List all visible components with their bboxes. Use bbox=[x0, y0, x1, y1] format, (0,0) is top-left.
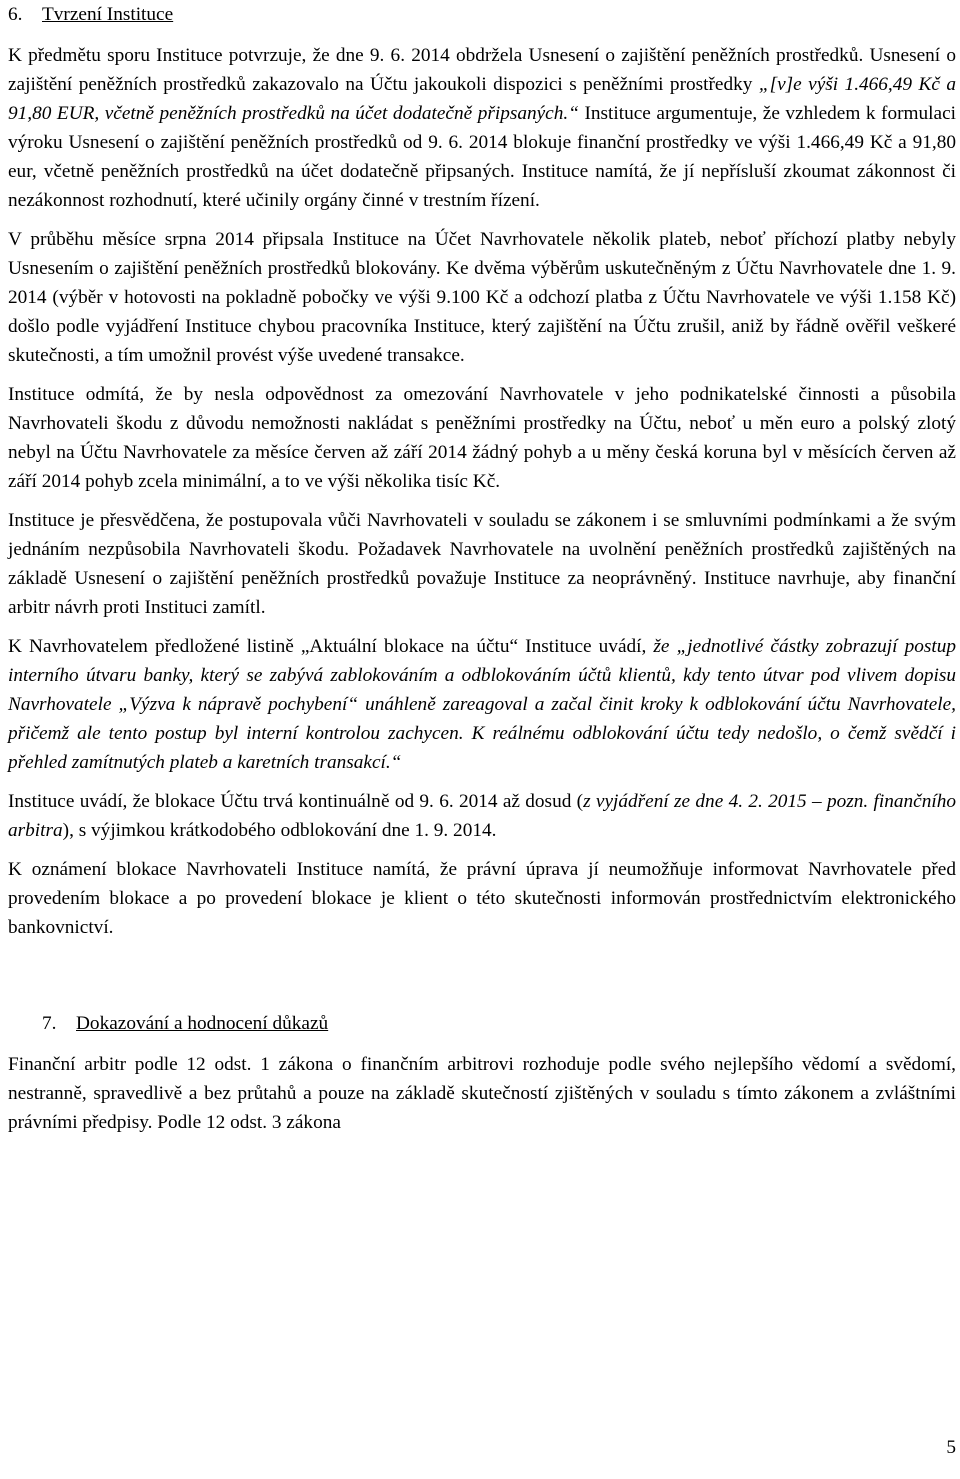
paragraph-text: K Navrhovatelem předložené listině „Aktuální blokace na účtu“ Instituce uvádí, bbox=[8, 636, 654, 657]
paragraph: K oznámení blokace Navrhovateli Instituce namítá, že právní úprava jí neumožňuje informovat Navrhovatele před provedením blokace a po provedení blokace je klient o této skutečnosti informován prostřednictvím elektronického bankovnictví. bbox=[8, 859, 956, 938]
section-heading-7 bbox=[8, 1009, 956, 1038]
paragraph: Finanční arbitr podle 12 odst. 1 zákona o finančním arbitrovi rozhoduje podle svého nejlepšího vědomí a svědomí, nestranně, spravedlivě a bez průtahů a pouze na základě skutečností zjištěných v souladu s tímto zákonem a zvláštními právními předpisy. Podle 12 odst. 3 zákona bbox=[8, 1054, 956, 1133]
document-page bbox=[8, 0, 956, 1147]
section-number: 6. bbox=[8, 4, 23, 25]
spacer bbox=[8, 952, 956, 1009]
paragraph-text: Instituce uvádí, že blokace Účtu trvá kontinuálně od 9. 6. 2014 až dosud ( bbox=[8, 791, 584, 812]
page-number: 5 bbox=[946, 1437, 956, 1458]
paragraph bbox=[8, 787, 956, 845]
paragraph bbox=[8, 41, 956, 215]
paragraph-text: ), s výjimkou krátkodobého odblokování dne 1. 9. 2014. bbox=[62, 820, 497, 841]
quoted-text: že „jednotlivé částky zobrazují postup interního útvaru banky, který se zabývá zablokováním a odblokováním účtů klientů, kdy tento útvar pod vlivem dopisu Navrhovatele „Výzva k nápravě pochybení“ unáhleně zareagoval a začal činit kroky k odblokování účtu Navrhovatele, přičemž ale tento postup byl interní kontrolou zachycen. K reálnému odblokování účtu tedy nedošlo, o čemž svědčí i přehled zamítnutých plateb a karetních transakcí.“ bbox=[8, 636, 956, 773]
paragraph: Instituce je přesvědčena, že postupovala vůči Navrhovateli v souladu se zákonem i se smluvními podmínkami a že svým jednáním nezpůsobila Navrhovateli škodu. Požadavek Navrhovatele na uvolnění peněžních prostředků zajištěných na základě Usnesení o zajištění peněžních prostředků považuje Instituce za neoprávněný. Instituce navrhuje, aby finanční arbitr návrh proti Instituci zamítl. bbox=[8, 510, 956, 618]
section-heading-6 bbox=[8, 0, 956, 29]
section-title: Tvrzení Instituce bbox=[42, 4, 174, 25]
quoted-text: „[v]e výši 1.466,49 Kč a 91,80 EUR, včetně peněžních prostředků na účet dodatečně připsaných.“ bbox=[8, 74, 956, 124]
editor-note: z vyjádření ze dne 4. 2. 2015 – pozn. finančního arbitra bbox=[8, 791, 956, 841]
paragraph-text: K předmětu sporu Instituce potvrzuje, že dne 9. 6. 2014 obdržela Usnesení o zajištění peněžních prostředků. Usnesení o zajištění peněžních prostředků zakazovalo na Účtu jakoukoli dispozici s peněžními prostředky bbox=[8, 45, 956, 95]
section-number: 7. bbox=[42, 1013, 57, 1034]
paragraph-text: Instituce argumentuje, že vzhledem k formulaci výroku Usnesení o zajištění peněžních prostředků od 9. 6. 2014 blokuje finanční prostředky ve výši 1.466,49 Kč a 91,80 eur, včetně peněžních prostředků na účet dodatečně připsaných. Instituce namítá, že jí nepřísluší zkoumat zákonnost či nezákonnost rozhodnutí, které učinily orgány činné v trestním řízení. bbox=[8, 103, 957, 211]
paragraph bbox=[8, 632, 956, 777]
paragraph: V průběhu měsíce srpna 2014 připsala Instituce na Účet Navrhovatele několik plateb, neboť příchozí platby nebyly Usnesením o zajištění peněžních prostředků blokovány. Ke dvěma výběrům uskutečněným z Účtu Navrhovatele dne 1. 9. 2014 (výběr v hotovosti na pokladně pobočky ve výši 9.100 Kč a odchozí platba z Účtu Navrhovatele ve výši 1.158 Kč) došlo podle vyjádření Instituce chybou pracovníka Instituce, který zajištění na Účtu zrušil, aniž by řádně ověřil veškeré skutečnosti, a tím umožnil provést výše uvedené transakce. bbox=[8, 229, 956, 366]
section-title: Dokazování a hodnocení důkazů bbox=[76, 1013, 329, 1034]
paragraph: Instituce odmítá, že by nesla odpovědnost za omezování Navrhovatele v jeho podnikatelské činnosti a působila Navrhovateli škodu z důvodu nemožnosti nakládat s peněžními prostředky na Účtu, neboť u měn euro a polský zlotý nebyl na Účtu Navrhovatele za měsíce červen až září 2014 žádný pohyb a u měny česká koruna byl v měsících červen až září 2014 pohyb zcela minimální, a to ve výši několika tisíc Kč. bbox=[8, 384, 956, 492]
